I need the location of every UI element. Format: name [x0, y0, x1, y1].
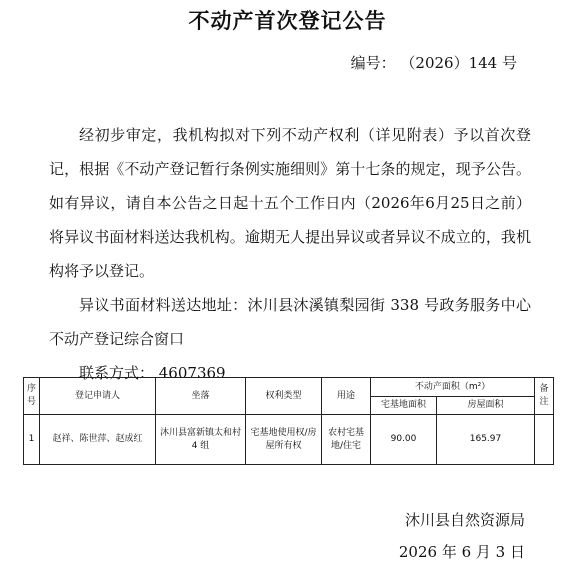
- notice-body: [49, 118, 531, 390]
- registration-table: [23, 377, 554, 465]
- header-seq: 序号: [24, 378, 40, 415]
- issuing-organization: 沐川县自然资源局: [404, 511, 525, 529]
- header-area-group: 不动产面积（m²）: [371, 378, 535, 397]
- cell-right-type: 宅基地使用权/房屋所有权: [246, 415, 322, 465]
- header-remark: 备注: [535, 378, 554, 415]
- cell-usage: 农村宅基地/住宅: [322, 415, 371, 465]
- cell-house-area: 165.97: [437, 415, 535, 465]
- cell-seq: 1: [24, 415, 40, 465]
- header-usage: 用途: [322, 378, 371, 415]
- notice-paragraph-address: 异议书面材料送达地址：沐川县沐溪镇梨园街 338 号政务服务中心不动产登记综合窗口: [49, 296, 531, 348]
- header-location: 坐落: [156, 378, 246, 415]
- notice-contact: 联系方式： 4607369: [79, 364, 226, 382]
- cell-location: 沐川县富新镇太和村 4 组: [156, 415, 246, 465]
- cell-land-area: 90.00: [371, 415, 437, 465]
- notice-paragraph-main: 经初步审定，我机构拟对下列不动产权利（详见附表）予以首次登记，根据《不动产登记暂行条例实施细则》第十七条的规定，现予公告。如有异议，请自本公告之日起十五个工作日内（2026年6月25日之前）将异议书面材料送达我机构。逾期无人提出异议或者异议不成立的，我机构将予以登记。: [49, 126, 531, 280]
- document-number: 编号： （2026）144 号: [350, 54, 517, 72]
- page-title: 不动产首次登记公告: [188, 9, 387, 33]
- cell-applicant: 赵祥、陈世萍、赵成红: [40, 415, 156, 465]
- header-house-area: 房屋面积: [437, 397, 535, 415]
- header-applicant: 登记申请人: [40, 378, 156, 415]
- issue-date: 2026 年 6 月 3 日: [398, 543, 525, 561]
- table-row: [24, 415, 554, 465]
- header-right-type: 权利类型: [246, 378, 322, 415]
- header-land-area: 宅基地面积: [371, 397, 437, 415]
- cell-remark: [535, 415, 554, 465]
